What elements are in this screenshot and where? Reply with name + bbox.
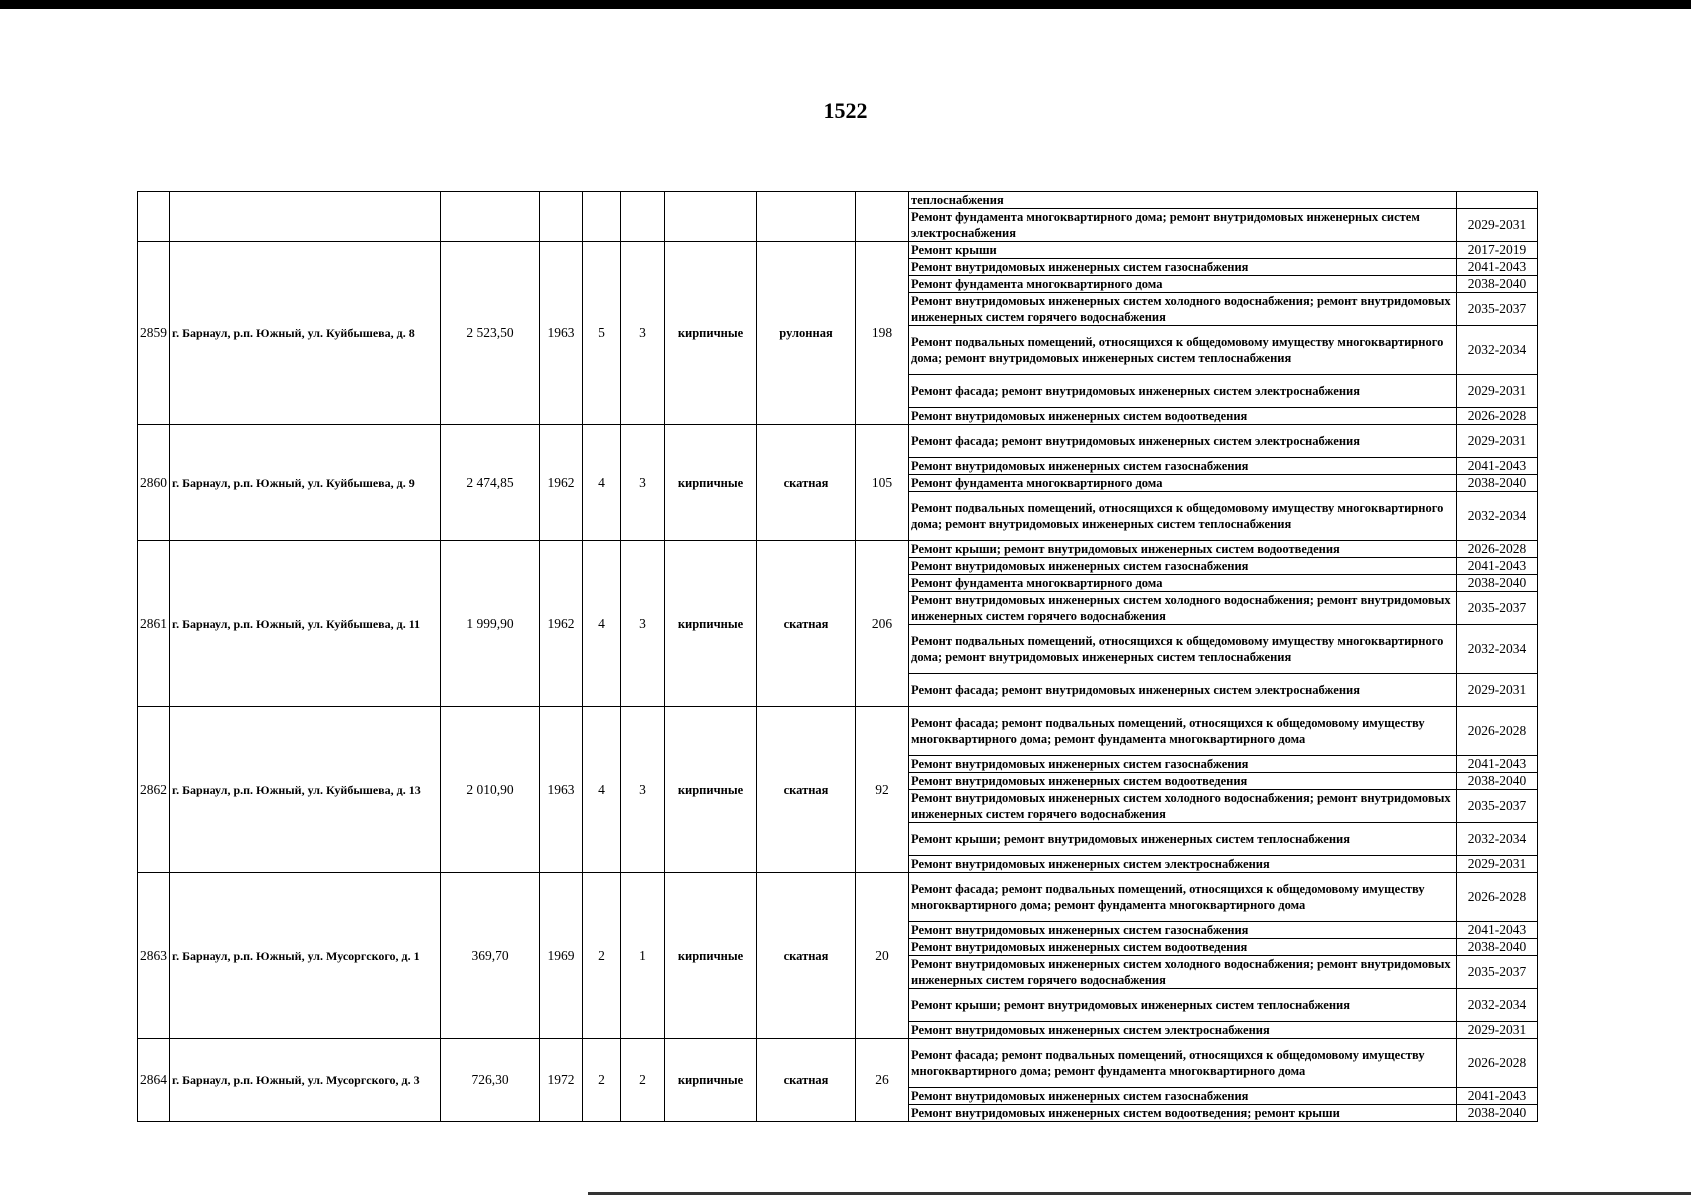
work-description: Ремонт внутридомовых инженерных систем электроснабжения — [909, 1022, 1457, 1039]
wall-material: кирпичные — [665, 873, 757, 1039]
build-year: 1962 — [540, 425, 583, 541]
work-period: 2026-2028 — [1457, 707, 1538, 756]
work-description: Ремонт фундамента многоквартирного дома; ремонт внутридомовых инженерных систем электроснабжения — [909, 209, 1457, 242]
cell-roof-empty — [757, 192, 856, 242]
work-period: 2035-2037 — [1457, 956, 1538, 989]
roof-type: скатная — [757, 425, 856, 541]
total-area: 2 523,50 — [441, 242, 540, 425]
work-description: Ремонт крыши; ремонт внутридомовых инженерных систем теплоснабжения — [909, 823, 1457, 856]
building-address: г. Барнаул, р.п. Южный, ул. Мусоргского, д. 3 — [170, 1039, 441, 1122]
work-description: Ремонт подвальных помещений, относящихся к общедомовому имуществу многоквартирного дома; ремонт внутридомовых инженерных систем теплоснабжения — [909, 492, 1457, 541]
roof-type: скатная — [757, 541, 856, 707]
cell-walls-empty — [665, 192, 757, 242]
table-row — [138, 242, 1538, 259]
work-description: Ремонт фасада; ремонт внутридомовых инженерных систем электроснабжения — [909, 375, 1457, 408]
row-number: 2863 — [138, 873, 170, 1039]
row-number: 2862 — [138, 707, 170, 873]
work-description: теплоснабжения — [909, 192, 1457, 209]
row-number: 2864 — [138, 1039, 170, 1122]
table-body — [138, 192, 1538, 1122]
work-description: Ремонт внутридомовых инженерных систем водоотведения — [909, 773, 1457, 790]
cell-year-empty — [540, 192, 583, 242]
work-description: Ремонт внутридомовых инженерных систем электроснабжения — [909, 856, 1457, 873]
work-description: Ремонт внутридомовых инженерных систем газоснабжения — [909, 558, 1457, 575]
work-description: Ремонт фасада; ремонт подвальных помещений, относящихся к общедомовому имуществу многоквартирного дома; ремонт фундамента многоквартирного дома — [909, 1039, 1457, 1088]
residents-count: 92 — [856, 707, 909, 873]
work-description: Ремонт внутридомовых инженерных систем холодного водоснабжения; ремонт внутридомовых инженерных систем горячего водоснабжения — [909, 956, 1457, 989]
work-description: Ремонт внутридомовых инженерных систем водоотведения — [909, 408, 1457, 425]
work-period: 2038-2040 — [1457, 575, 1538, 592]
table-row — [138, 425, 1538, 458]
work-description: Ремонт подвальных помещений, относящихся к общедомовому имуществу многоквартирного дома; ремонт внутридомовых инженерных систем теплоснабжения — [909, 326, 1457, 375]
work-period: 2026-2028 — [1457, 541, 1538, 558]
work-period: 2029-2031 — [1457, 209, 1538, 242]
entrances-count: 3 — [621, 242, 665, 425]
work-description: Ремонт внутридомовых инженерных систем холодного водоснабжения; ремонт внутридомовых инженерных систем горячего водоснабжения — [909, 592, 1457, 625]
work-description: Ремонт внутридомовых инженерных систем холодного водоснабжения; ремонт внутридомовых инженерных систем горячего водоснабжения — [909, 293, 1457, 326]
work-period: 2041-2043 — [1457, 458, 1538, 475]
wall-material: кирпичные — [665, 707, 757, 873]
scan-bottom-line — [588, 1192, 1691, 1195]
floors-count: 4 — [583, 541, 621, 707]
build-year: 1963 — [540, 707, 583, 873]
work-period: 2041-2043 — [1457, 259, 1538, 276]
work-period: 2026-2028 — [1457, 1039, 1538, 1088]
floors-count: 2 — [583, 873, 621, 1039]
work-period: 2029-2031 — [1457, 425, 1538, 458]
work-description: Ремонт фундамента многоквартирного дома — [909, 276, 1457, 293]
page-number: 1522 — [823, 98, 868, 123]
work-period: 2032-2034 — [1457, 326, 1538, 375]
work-description: Ремонт фасада; ремонт подвальных помещений, относящихся к общедомовому имуществу многоквартирного дома; ремонт фундамента многоквартирного дома — [909, 707, 1457, 756]
build-year: 1972 — [540, 1039, 583, 1122]
table-row — [138, 1039, 1538, 1088]
entrances-count: 3 — [621, 541, 665, 707]
work-period: 2035-2037 — [1457, 592, 1538, 625]
work-description: Ремонт внутридомовых инженерных систем водоотведения; ремонт крыши — [909, 1105, 1457, 1122]
build-year: 1963 — [540, 242, 583, 425]
work-period: 2035-2037 — [1457, 293, 1538, 326]
work-description: Ремонт фундамента многоквартирного дома — [909, 575, 1457, 592]
residents-count: 105 — [856, 425, 909, 541]
work-description: Ремонт внутридомовых инженерных систем холодного водоснабжения; ремонт внутридомовых инженерных систем горячего водоснабжения — [909, 790, 1457, 823]
work-description: Ремонт фасада; ремонт подвальных помещений, относящихся к общедомовому имуществу многоквартирного дома; ремонт фундамента многоквартирного дома — [909, 873, 1457, 922]
work-period: 2041-2043 — [1457, 756, 1538, 773]
cell-address-empty — [170, 192, 441, 242]
work-description: Ремонт подвальных помещений, относящихся к общедомовому имуществу многоквартирного дома; ремонт внутридомовых инженерных систем теплоснабжения — [909, 625, 1457, 674]
building-address: г. Барнаул, р.п. Южный, ул. Куйбышева, д. 13 — [170, 707, 441, 873]
work-description: Ремонт крыши; ремонт внутридомовых инженерных систем водоотведения — [909, 541, 1457, 558]
residents-count: 206 — [856, 541, 909, 707]
entrances-count: 1 — [621, 873, 665, 1039]
floors-count: 2 — [583, 1039, 621, 1122]
work-period: 2032-2034 — [1457, 989, 1538, 1022]
roof-type: рулонная — [757, 242, 856, 425]
building-address: г. Барнаул, р.п. Южный, ул. Куйбышева, д. 9 — [170, 425, 441, 541]
work-period: 2041-2043 — [1457, 1088, 1538, 1105]
work-period: 2032-2034 — [1457, 823, 1538, 856]
wall-material: кирпичные — [665, 425, 757, 541]
work-period — [1457, 192, 1538, 209]
work-description: Ремонт внутридомовых инженерных систем газоснабжения — [909, 1088, 1457, 1105]
work-period: 2038-2040 — [1457, 1105, 1538, 1122]
work-period: 2029-2031 — [1457, 1022, 1538, 1039]
work-description: Ремонт внутридомовых инженерных систем газоснабжения — [909, 922, 1457, 939]
work-period: 2035-2037 — [1457, 790, 1538, 823]
work-period: 2029-2031 — [1457, 856, 1538, 873]
work-period: 2017-2019 — [1457, 242, 1538, 259]
build-year: 1962 — [540, 541, 583, 707]
work-period: 2038-2040 — [1457, 773, 1538, 790]
table-row — [138, 192, 1538, 209]
building-address: г. Барнаул, р.п. Южный, ул. Мусоргского, д. 1 — [170, 873, 441, 1039]
roof-type: скатная — [757, 873, 856, 1039]
table-row — [138, 873, 1538, 922]
floors-count: 4 — [583, 425, 621, 541]
wall-material: кирпичные — [665, 1039, 757, 1122]
residents-count: 20 — [856, 873, 909, 1039]
work-period: 2026-2028 — [1457, 873, 1538, 922]
work-description: Ремонт фасада; ремонт внутридомовых инженерных систем электроснабжения — [909, 674, 1457, 707]
cell-floors-empty — [583, 192, 621, 242]
total-area: 2 010,90 — [441, 707, 540, 873]
cell-no-empty — [138, 192, 170, 242]
work-period: 2032-2034 — [1457, 492, 1538, 541]
roof-type: скатная — [757, 1039, 856, 1122]
table-row — [138, 541, 1538, 558]
entrances-count: 3 — [621, 425, 665, 541]
wall-material: кирпичные — [665, 541, 757, 707]
work-description: Ремонт крыши — [909, 242, 1457, 259]
row-number: 2859 — [138, 242, 170, 425]
work-period: 2041-2043 — [1457, 922, 1538, 939]
scan-top-border — [0, 0, 1691, 9]
work-description: Ремонт внутридомовых инженерных систем газоснабжения — [909, 259, 1457, 276]
entrances-count: 3 — [621, 707, 665, 873]
cell-area-empty — [441, 192, 540, 242]
building-address: г. Барнаул, р.п. Южный, ул. Куйбышева, д. 11 — [170, 541, 441, 707]
residents-count: 198 — [856, 242, 909, 425]
entrances-count: 2 — [621, 1039, 665, 1122]
floors-count: 4 — [583, 707, 621, 873]
building-address: г. Барнаул, р.п. Южный, ул. Куйбышева, д. 8 — [170, 242, 441, 425]
total-area: 369,70 — [441, 873, 540, 1039]
residents-count: 26 — [856, 1039, 909, 1122]
build-year: 1969 — [540, 873, 583, 1039]
work-period: 2038-2040 — [1457, 475, 1538, 492]
row-number: 2860 — [138, 425, 170, 541]
work-description: Ремонт внутридомовых инженерных систем газоснабжения — [909, 756, 1457, 773]
cell-residents-empty — [856, 192, 909, 242]
work-period: 2032-2034 — [1457, 625, 1538, 674]
work-description: Ремонт фундамента многоквартирного дома — [909, 475, 1457, 492]
total-area: 1 999,90 — [441, 541, 540, 707]
work-period: 2038-2040 — [1457, 939, 1538, 956]
cell-entrances-empty — [621, 192, 665, 242]
work-period: 2029-2031 — [1457, 674, 1538, 707]
work-description: Ремонт внутридомовых инженерных систем газоснабжения — [909, 458, 1457, 475]
work-period: 2041-2043 — [1457, 558, 1538, 575]
work-period: 2026-2028 — [1457, 408, 1538, 425]
work-description: Ремонт внутридомовых инженерных систем водоотведения — [909, 939, 1457, 956]
roof-type: скатная — [757, 707, 856, 873]
row-number: 2861 — [138, 541, 170, 707]
wall-material: кирпичные — [665, 242, 757, 425]
table-row — [138, 707, 1538, 756]
total-area: 2 474,85 — [441, 425, 540, 541]
floors-count: 5 — [583, 242, 621, 425]
capital-repair-table — [137, 191, 1538, 1122]
total-area: 726,30 — [441, 1039, 540, 1122]
work-period: 2029-2031 — [1457, 375, 1538, 408]
work-period: 2038-2040 — [1457, 276, 1538, 293]
work-description: Ремонт фасада; ремонт внутридомовых инженерных систем электроснабжения — [909, 425, 1457, 458]
work-description: Ремонт крыши; ремонт внутридомовых инженерных систем теплоснабжения — [909, 989, 1457, 1022]
